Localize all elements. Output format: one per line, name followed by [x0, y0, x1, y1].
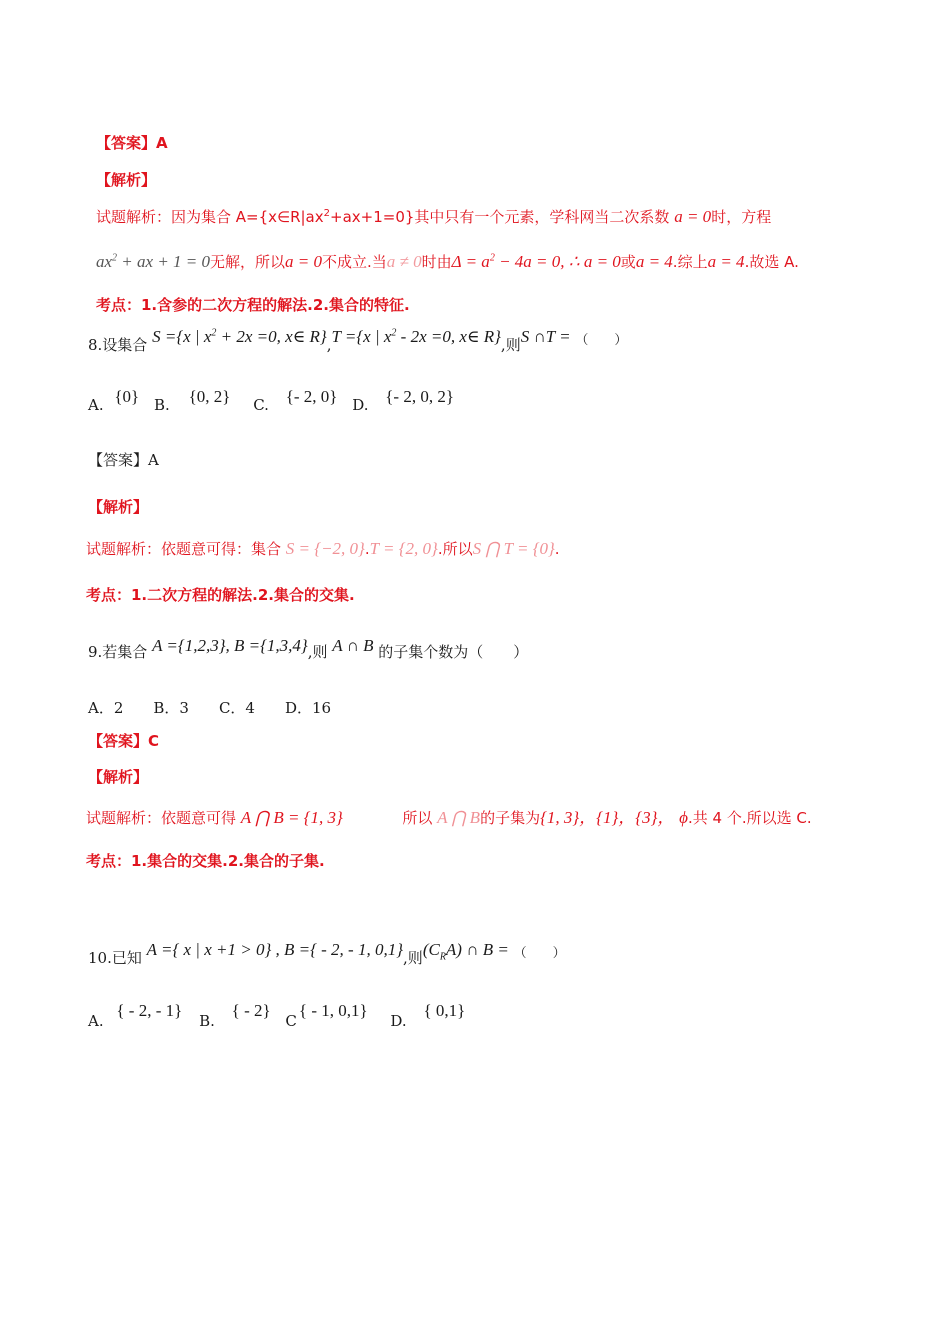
kaodian-9: 考点：1.集合的交集.2.集合的子集.: [86, 852, 325, 870]
question-10: 10.已知 A ={ x | x +1 > 0} , B ={ - 2, - 1, 0,1},则$(C_RA)$ ∩ B = （ ）: [88, 940, 566, 967]
answer-tag-9: 【答案】C: [88, 732, 160, 750]
analysis-tag-9: 【解析】: [88, 768, 149, 786]
analysis-7-line1: 试题解析：因为集合 $A=\{x\in R|ax^2+ax+1=0\}$其中只有一个元素，学科网当二次系数 a = 0时，方程: [96, 207, 772, 226]
analysis-tag-7: 【解析】: [96, 171, 157, 189]
options-10: A. { - 2, - 1} B. { - 2} C{ - 1, 0,1} D. { 0,1}: [88, 1001, 466, 1030]
kaodian-8: 考点：1.二次方程的解法.2.集合的交集.: [86, 586, 355, 604]
analysis-7-line2: $ax^2$ + ax + 1 = 0无解，所以a = 0不成立.当a ≠ 0时由$\Delta = a^2 - 4a = 0$, ∴ a = 0或a = 4.综上a = 4.故选 A.: [96, 252, 799, 271]
answer-tag-8: 【答案】A: [88, 451, 159, 469]
kaodian-7: 考点：1.含参的二次方程的解法.2.集合的特征.: [96, 296, 410, 314]
analysis-tag-8: 【解析】: [88, 498, 149, 516]
question-9: 9.若集合 A ={1,2,3}, B ={1,3,4},则 A ∩ B 的子集个数为（ ）: [88, 636, 529, 661]
analysis-8: 试题解析：依题意可得：集合 S = {−2, 0}.T = {2, 0}.所以S ⋂ T = {0}.: [86, 539, 560, 558]
options-9: A．2 B．3 C．4 D．16: [88, 699, 332, 717]
question-8: 8.设集合 S ={x | $x^2 + 2x =0$, x∈ R},T ={x | $x^2 - 2x =0$, x∈ R},则S ∩T = （ ）: [88, 327, 628, 354]
answer-tag-7: 【答案】A: [96, 134, 168, 152]
analysis-9: 试题解析：依题意可得 A ⋂ B = {1, 3} 所以 A ⋂ B的子集为{1, 3}，{1}，{3}， ϕ.共 4 个.所以选 C.: [86, 808, 812, 827]
options-8: A. {0} B. {0, 2} C. {- 2, 0} D. {- 2, 0, 2}: [88, 387, 454, 414]
